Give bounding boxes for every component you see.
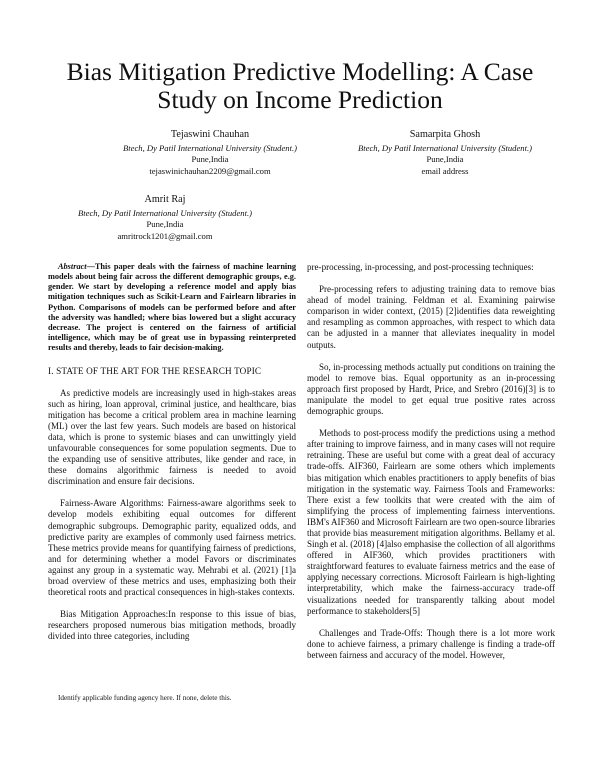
section-heading: I. STATE OF THE ART FOR THE RESEARCH TOPIC: [48, 366, 262, 377]
abstract-label: Abstract: [58, 262, 87, 271]
author-name: Samarpita Ghosh: [409, 129, 481, 140]
author-block: [85, 128, 335, 177]
author-location: Pune,India: [146, 219, 184, 230]
abstract: [48, 262, 296, 353]
author-affiliation: Btech, Dy Patil International University (Student.): [123, 143, 297, 153]
author-name: Tejaswini Chauhan: [170, 129, 250, 140]
body-paragraph: Methods to post-process modify the predictions using a method after training to improve fairness, and in many cases will not require retraining. These are useful but come with a great deal of accuracy trade-offs. AIF360, Fairlearn are some others which implements bias mitigation which enables practitioners to apply benefits of bias mitigation in the systematic way. Fairness Tools and Frameworks: There exist a few toolkits that were created with the aim of simplifying the process of implementing fairness interventions. IBM's AIF360 and Microsoft Fairlearn are two open-source libraries that provide bias measurement mitigation algorithms. Bellamy et al. Singh et al. (2018) [4]also emphasise the collection of all algorithms offered in AIF360, which provides practitioners with straightforward features to evaluate fairness metrics and the ease of applying necessary corrections. Microsoft Fairlearn is high-lighting interpretability, which make the fairness-accuracy trade-off visualizations needed for transparently talking about model performance to stakeholders[5]: [307, 428, 555, 616]
author-block: [330, 128, 560, 177]
author-email: tejaswinichauhan2209@gmail.com: [149, 165, 271, 176]
author-location: Pune,India: [426, 154, 464, 165]
body-paragraph: Challenges and Trade-Offs: Though there is a lot more work done to achieve fairness, a primary challenge is finding a trade-off between fairness and accuracy of the model. However,: [307, 627, 555, 660]
author-email: email address: [421, 165, 469, 176]
body-paragraph: As predictive models are increasingly used in high-stakes areas such as hiring, loan approval, criminal justice, and healthcare, bias mitigation has become a critical problem area in machine learning (ML) over the last few years. Such models are based on historical data, which is prone to systemic biases and can unwittingly yield unfavourable consequences for some population segments. Due to the expanding use of sensitive attributes, like gender and race, in these domains algorithmic fairness is needed to avoid discrimination and ensure fair decisions.: [48, 387, 296, 487]
left-column: [48, 262, 296, 642]
funding-footnote: Identify applicable funding agency here. If none, delete this.: [58, 694, 232, 702]
abstract-text: —This paper deals with the fairness of machine learning models about being fair across the different demographic groups, e.g. gender. We start by developing a reference model and apply bias mitigation techniques such as Scikit-Learn and Fairlearn libraries in Python. Comparisons of models can be performed before and after the adversity was handled; where bias lowered but a slight accuracy decrease. The project is centered on the fairness of artificial intelligence, which may be of great use in bypassing reinterpreted results and thereby, leads to fair decision-making.: [48, 262, 296, 353]
body-paragraph: So, in-processing methods actually put conditions on training the model to remove bias. Equal opportunity as an in-processing approach first proposed by Hardt, Price, and Srebro (2016)[3] is to manipulate the model to get equal true positive rates across demographic groups.: [307, 361, 555, 417]
author-affiliation: Btech, Dy Patil International University (Student.): [358, 143, 532, 153]
right-column: [307, 262, 555, 661]
author-email: amritrock1201@gmail.com: [117, 230, 213, 241]
author-affiliation: Btech, Dy Patil International University (Student.): [78, 208, 252, 218]
author-block: [40, 193, 290, 242]
body-paragraph: Bias Mitigation Approaches:In response to this issue of bias, researchers proposed numerous bias mitigation methods, broadly divided into three categories, including: [48, 609, 296, 642]
author-location: Pune,India: [191, 154, 229, 165]
author-name: Amrit Raj: [144, 194, 186, 205]
body-paragraph: Fairness-Aware Algorithms: Fairness-aware algorithms seek to develop models exhibiting equal outcomes for different demographic subgroups. Demographic parity, equalized odds, and predictive parity are examples of commonly used fairness metrics. These metrics provide means for quantifying fairness of predictions, and for determining whether a model Favors or discriminates against any group in a systematic way. Mehrabi et al. (2021) [1]a broad overview of these metrics and uses, emphasizing both their theoretical roots and practical consequences in high-stakes contexts.: [48, 498, 296, 598]
body-paragraph: Pre-processing refers to adjusting training data to remove bias ahead of model training. Feldman et al. Examining pairwise comparison in wider context, (2015) [2]identifies data reweighting and resampling as common approaches, with respect to which data can be adjusted in a manner that alleviates inequality in model outputs.: [307, 284, 555, 350]
paper-title: Bias Mitigation Predictive Modelling: A Case Study on Income Prediction: [66, 57, 534, 114]
body-paragraph: pre-processing, in-processing, and post-processing techniques:: [307, 262, 534, 272]
